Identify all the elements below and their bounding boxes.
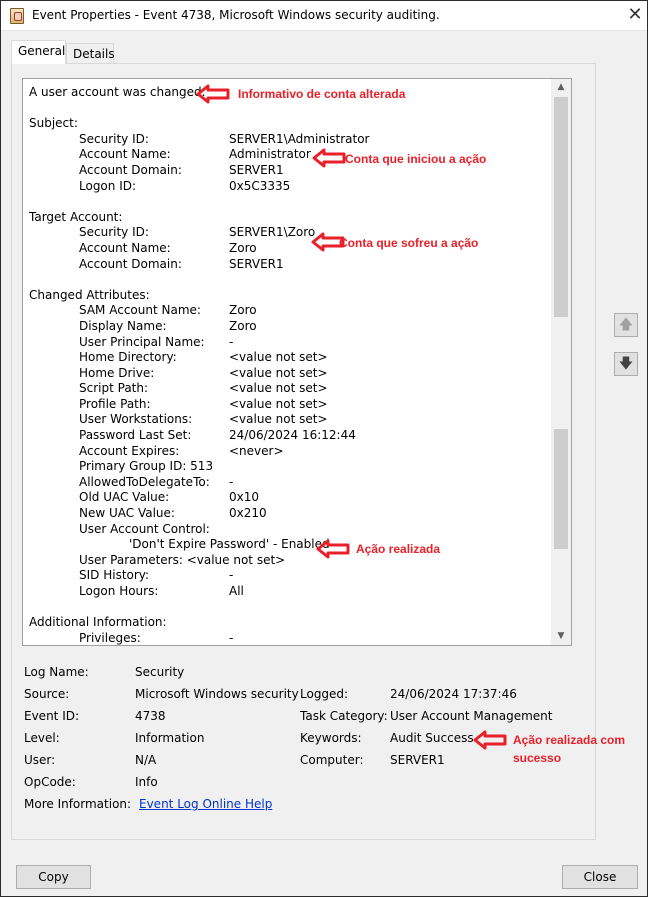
attr-label: SID History: [79,568,150,583]
attr-label: Display Name: [79,318,167,333]
logged-value: 24/06/2024 17:37:46 [390,687,517,701]
arrow-up-icon: 🡅 [618,317,634,333]
tab-details[interactable]: Details [66,43,114,64]
attr-label: Password Last Set: [79,428,192,443]
target-account-name-value: Zoro [229,240,257,255]
subject-account-domain-label: Account Domain: [79,162,182,177]
computer-value: SERVER1 [390,753,445,767]
attr-value: 0x10 [229,490,260,505]
scroll-track-highlight [554,429,568,549]
attr-value: All [229,584,244,598]
close-window-icon[interactable]: ✕ [627,4,643,25]
event-message-box[interactable] [22,78,572,646]
annotation-arrow-icon [316,539,350,559]
level-label: Level: [24,731,60,745]
attr-value: - [229,568,234,583]
computer-label: Computer: [300,753,364,767]
annotation-success-line2: sucesso [513,751,562,765]
attr-value: 0x210 [229,506,267,521]
attr-label: Logon Hours: [79,584,159,598]
subject-security-id-label: Security ID: [79,131,149,146]
target-security-id-label: Security ID: [79,225,149,240]
scroll-thumb[interactable] [554,97,568,317]
target-account-domain-label: Account Domain: [79,256,182,271]
event-message-text [29,85,549,646]
attr-label: User Principal Name: [79,334,205,349]
attr-label: SAM Account Name: [79,303,201,318]
user-label: User: [24,753,56,767]
arrow-down-icon: 🡇 [618,356,634,372]
event-log-online-help-link[interactable]: Event Log Online Help [139,797,273,811]
attr-label: Old UAC Value: [79,490,170,505]
event-id-value: 4738 [135,709,166,723]
attr-label: New UAC Value: [79,506,175,521]
subject-logon-id-label: Logon ID: [79,178,137,193]
source-label: Source: [24,687,70,701]
opcode-value: Info [135,775,158,789]
subject-account-name-label: Account Name: [79,147,171,162]
subject-logon-id-value: 0x5C3335 [229,178,291,193]
attr-value: <value not set> [229,350,328,365]
task-category-value: User Account Management [390,709,553,723]
attr-label: Account Expires: [79,443,180,458]
target-account-domain-value: SERVER1 [229,256,284,271]
event-viewer-icon [10,8,24,24]
subject-security-id-value: SERVER1\Administrator [229,131,370,146]
scroll-down-arrow-icon[interactable]: ▼ [557,631,565,641]
uac-label: User Account Control: [79,521,210,536]
scroll-up-arrow-icon[interactable]: ▲ [557,82,565,92]
attr-value: <never> [229,443,284,458]
message-scrollbar[interactable] [551,79,571,645]
target-header: Target Account: [29,209,123,224]
annotation-arrow-icon [196,84,230,104]
attr-value: <value not set> [229,412,328,427]
attr-label: Home Drive: [79,365,155,380]
title-bar [1,1,647,31]
changed-attributes-header: Changed Attributes: [29,287,150,302]
attr-label: User Workstations: [79,412,193,427]
attr-value: Zoro [229,303,257,318]
keywords-label: Keywords: [300,731,362,745]
privileges-value: - [229,630,234,645]
attr-label: AllowedToDelegateTo: [79,474,210,489]
event-id-label: Event ID: [24,709,80,723]
copy-button[interactable]: Copy [16,865,91,889]
close-button[interactable]: Close [562,865,638,889]
tab-general[interactable]: General [11,40,66,64]
annotation-account-changed: Informativo de conta alterada [238,87,406,101]
subject-account-name-value: Administrator [229,147,311,162]
attr-label: Profile Path: [79,396,151,411]
attr-value: <value not set> [229,396,328,411]
more-info-label: More Information: [24,797,132,811]
level-value: Information [135,731,205,745]
annotation-arrow-icon [312,148,346,168]
attr-value: - [229,474,234,489]
user-value: N/A [135,753,157,767]
log-name-value: Security [135,665,185,679]
annotation-target-account: Conta que sofreu a ação [339,236,479,250]
previous-event-button[interactable] [614,313,638,337]
source-value: Microsoft Windows security [135,687,299,701]
privileges-label: Privileges: [79,630,141,645]
attr-label: Home Directory: [79,350,177,365]
attr-value: <value not set> [229,381,328,396]
annotation-arrow-icon [473,730,507,750]
subject-header: Subject: [29,116,78,131]
message-heading: A user account was changed. [29,85,206,99]
uac-value: 'Don't Expire Password' - Enabled [129,537,330,552]
annotation-initiating-account: Conta que iniciou a ação [345,152,487,166]
attr-value: 24/06/2024 16:12:44 [229,428,356,443]
keywords-value: Audit Success [390,731,474,745]
target-account-name-label: Account Name: [79,240,171,255]
log-name-label: Log Name: [24,665,89,679]
logged-label: Logged: [300,687,349,701]
attr-value: <value not set> [229,365,328,380]
attr-value: - [229,334,234,349]
annotation-success-line1: Ação realizada com [513,733,626,747]
subject-account-domain-value: SERVER1 [229,162,284,177]
additional-info-header: Additional Information: [29,615,167,630]
opcode-label: OpCode: [24,775,76,789]
attr-value: Zoro [229,318,257,333]
primary-group-id: Primary Group ID: 513 [79,459,214,474]
annotation-action-performed: Ação realizada [356,542,441,556]
attr-label: Script Path: [79,381,149,396]
window-title: Event Properties - Event 4738, Microsoft Windows security auditing. [32,8,440,22]
next-event-button[interactable] [614,352,638,376]
target-security-id-value: SERVER1\Zoro [229,225,316,240]
task-category-label: Task Category: [300,709,388,723]
user-parameters: User Parameters: <value not set> [79,552,286,567]
